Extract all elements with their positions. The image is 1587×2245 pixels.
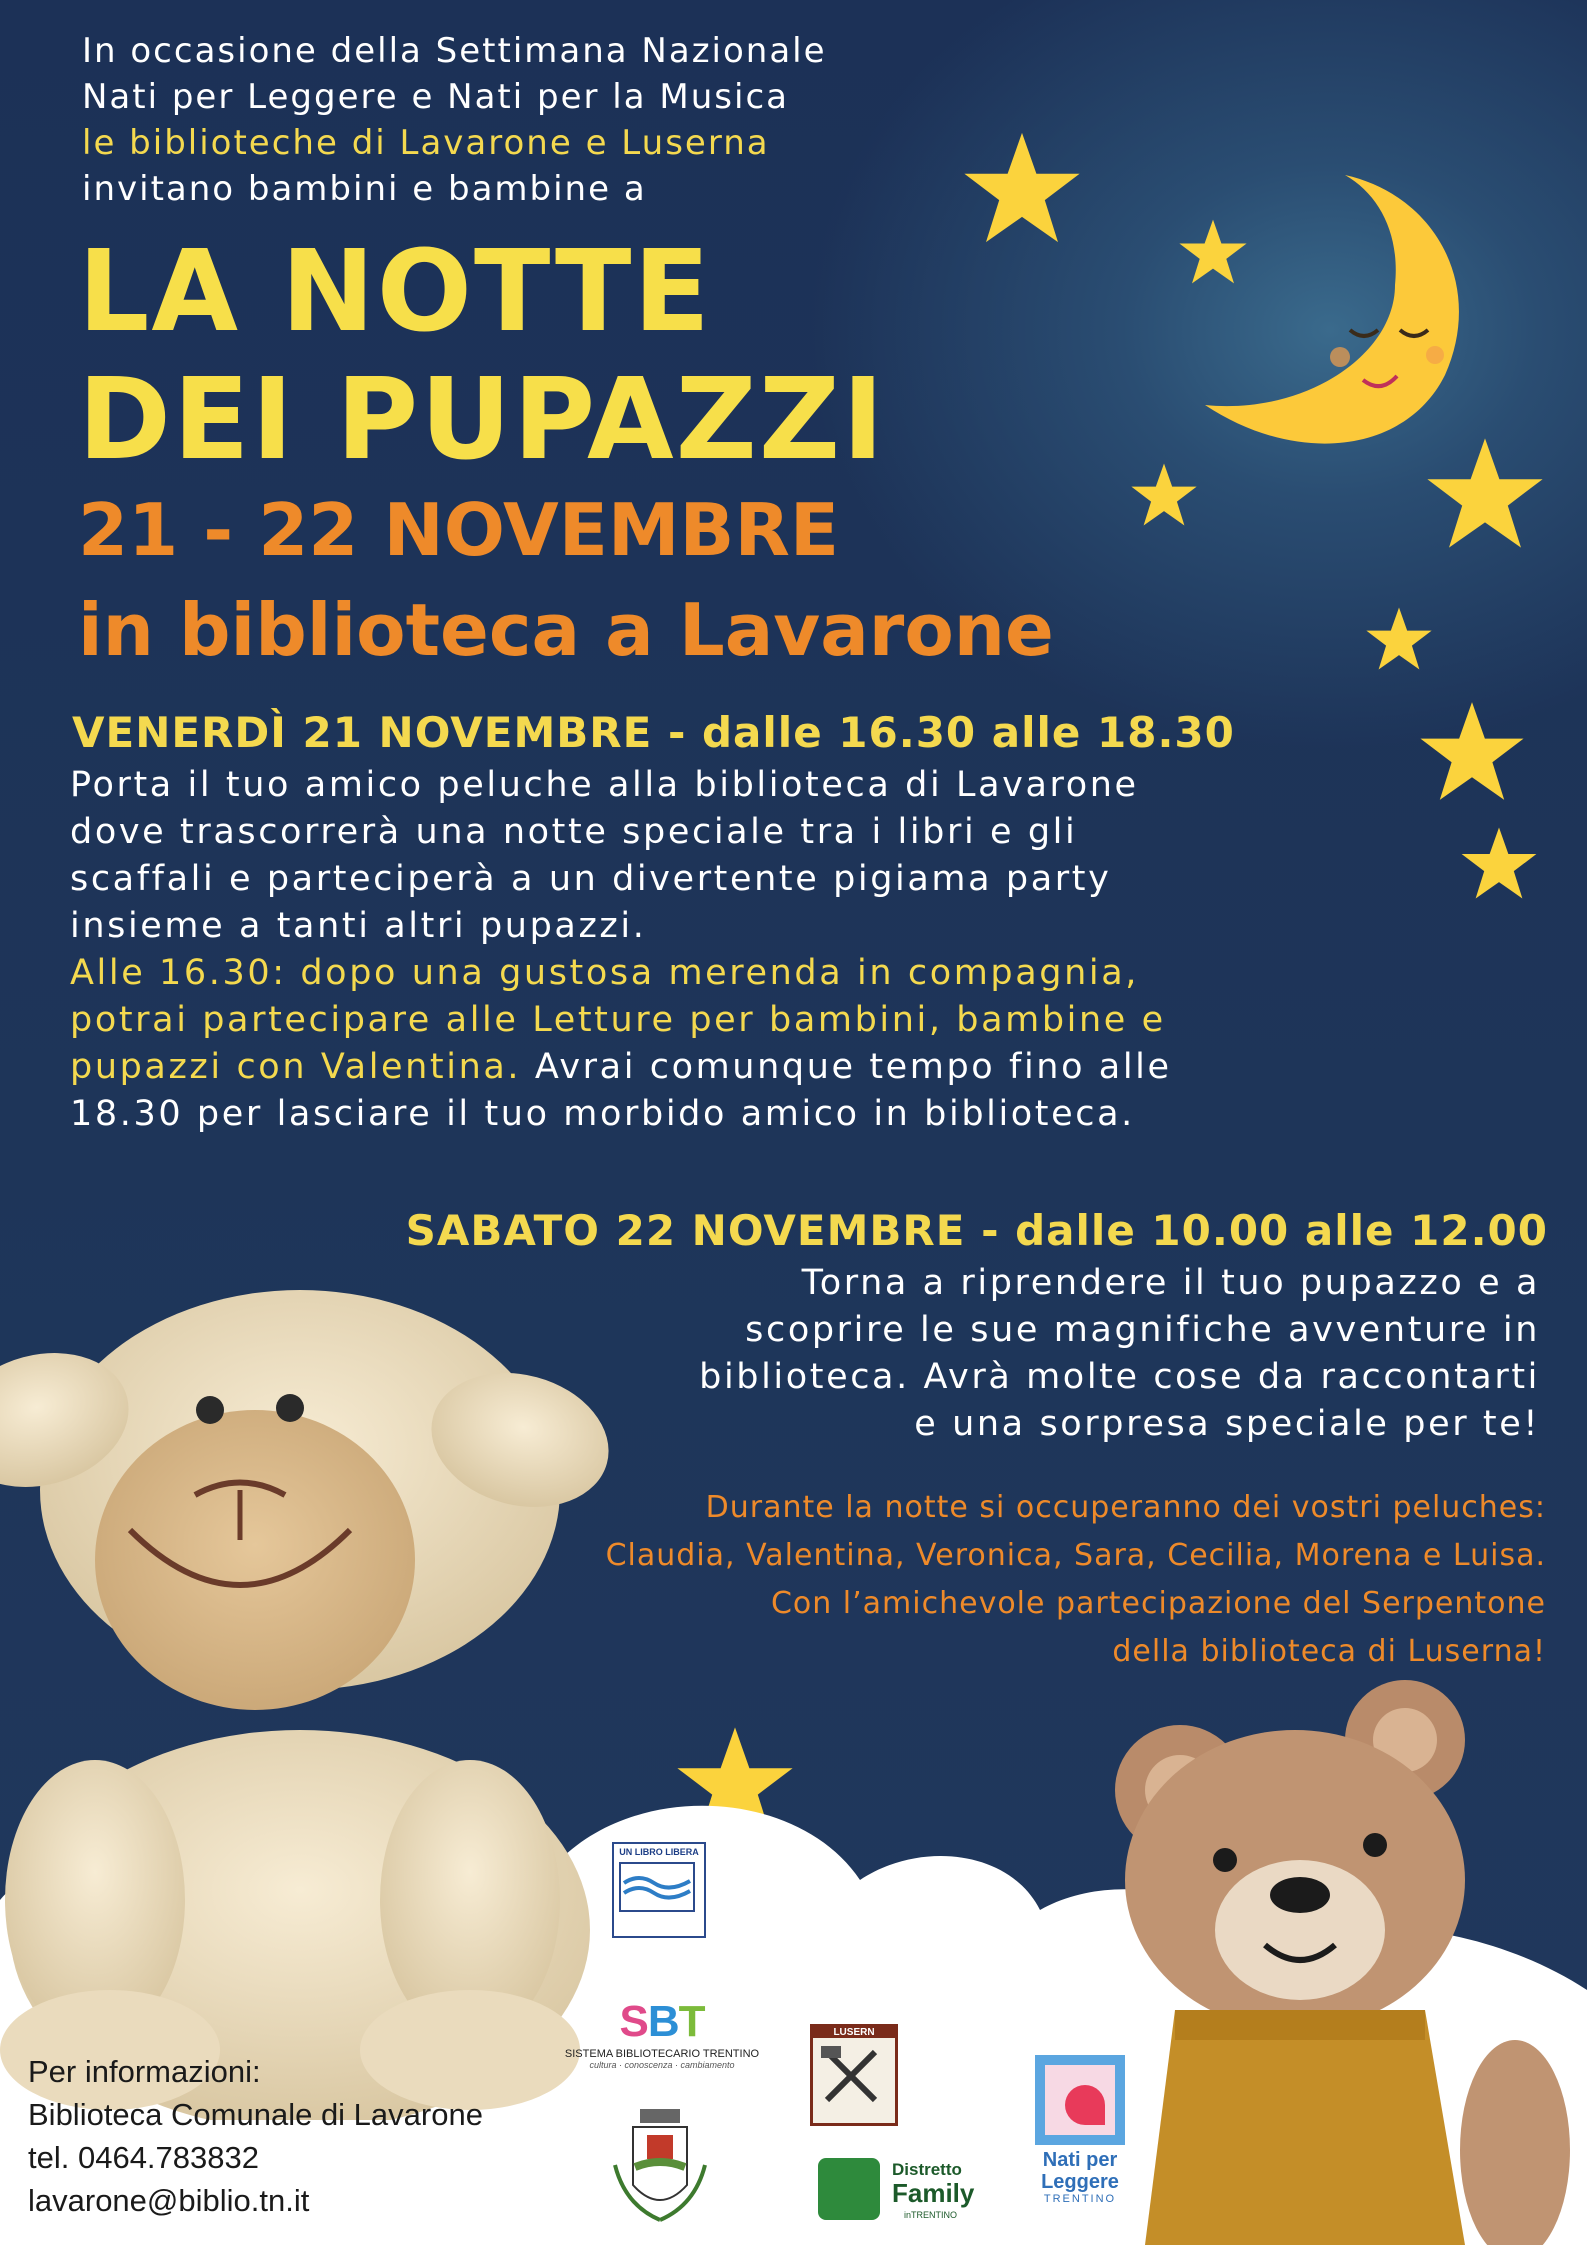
event-place: in biblioteca a Lavarone — [78, 588, 1054, 672]
intro-text — [82, 28, 827, 212]
distretto-family-logo — [818, 2158, 988, 2228]
saturday-line: e una sorpresa speciale per te! — [914, 1404, 1540, 1444]
friday-heading: VENERDÌ 21 NOVEMBRE - dalle 16.30 alle 18.30 — [72, 708, 1235, 757]
title-line: DEI PUPAZZI — [78, 355, 886, 485]
family-line2: Family — [892, 2178, 975, 2208]
luserna-label: LUSERN — [813, 2027, 895, 2038]
staff-line: Durante la notte si occuperanno dei vostri peluches: — [705, 1490, 1546, 1525]
intro-line: invitano bambini e bambine a — [82, 169, 647, 209]
friday-line: insieme a tanti altri pupazzi. — [70, 906, 647, 946]
saturday-description — [530, 1260, 1540, 1448]
nati-per-leggere-logo — [1030, 2055, 1130, 2205]
family-line3: inTRENTINO — [904, 2210, 958, 2220]
star-icon — [1460, 826, 1538, 900]
sheep-plush-image — [0, 1290, 640, 2120]
saturday-line: Torna a riprendere il tuo pupazzo e a — [801, 1263, 1540, 1303]
staff-line: Claudia, Valentina, Veronica, Sara, Cecilia, Morena e Luisa. — [605, 1538, 1546, 1573]
luserna-crest-logo — [810, 2024, 898, 2126]
star-icon — [1365, 606, 1433, 671]
event-title — [78, 228, 886, 484]
npl-line2: Leggere — [1041, 2171, 1119, 2193]
lavarone-crest-logo — [605, 2105, 715, 2235]
intro-line: In occasione della Settimana Nazionale — [82, 31, 827, 71]
star-icon — [1130, 462, 1198, 527]
info-email[interactable]: lavarone@biblio.tn.it — [28, 2183, 310, 2218]
friday-line: Porta il tuo amico peluche alla biblioteca di Lavarone — [70, 765, 1139, 805]
friday-line: Avrai comunque tempo fino alle — [521, 1047, 1172, 1087]
star-icon — [1425, 436, 1545, 550]
friday-highlight: Alle 16.30: dopo una gustosa merenda in compagnia, — [70, 953, 1139, 993]
un-libro-libera-logo — [612, 1842, 706, 1938]
sbt-name: SISTEMA BIBLIOTECARIO TRENTINO — [564, 2048, 760, 2060]
intro-line-highlight: le biblioteche di Lavarone e Luserna — [82, 123, 770, 163]
friday-description — [70, 762, 1370, 1138]
staff-line: Con l’amichevole partecipazione del Serpentone — [770, 1586, 1546, 1621]
event-dates: 21 - 22 NOVEMBRE — [78, 488, 840, 572]
friday-highlight: potrai partecipare alle Letture per bambini, bambine e — [70, 1000, 1166, 1040]
friday-line: dove trascorrerà una notte speciale tra i libri e gli — [70, 812, 1078, 852]
saturday-line: biblioteca. Avrà molte cose da raccontarti — [699, 1357, 1540, 1397]
moon-icon — [1195, 165, 1485, 465]
title-line: LA NOTTE — [78, 227, 712, 357]
info-phone: tel. 0464.783832 — [28, 2140, 259, 2175]
npl-line1: Nati per — [1042, 2149, 1118, 2171]
intro-line: Nati per Leggere e Nati per la Musica — [82, 77, 789, 117]
contact-info — [28, 2050, 483, 2222]
logo-label: UN LIBRO LIBERA — [619, 1847, 699, 1857]
star-icon — [962, 130, 1082, 245]
friday-highlight: pupazzi con Valentina. — [70, 1047, 522, 1087]
bear-plush-image — [1085, 1680, 1585, 2245]
npl-icon — [1035, 2055, 1125, 2145]
sbt-tagline: cultura · conoscenza · cambiamento — [589, 2060, 735, 2070]
family-line1: Distretto — [892, 2160, 962, 2179]
family-icon — [818, 2158, 880, 2220]
info-name: Biblioteca Comunale di Lavarone — [28, 2097, 483, 2132]
npl-line3: TRENTINO — [1043, 2193, 1117, 2205]
saturday-line: scoprire le sue magnifiche avventure in — [745, 1310, 1540, 1350]
info-label: Per informazioni: — [28, 2054, 261, 2089]
book-wave-icon — [614, 1857, 700, 1917]
sbt-logo: SBT SISTEMA BIBLIOTECARIO TRENTINO cultura · conoscenza · cambiamento — [552, 2000, 772, 2070]
saturday-heading: SABATO 22 NOVEMBRE - dalle 10.00 alle 12.00 — [405, 1206, 1548, 1255]
friday-line: 18.30 per lasciare il tuo morbido amico in biblioteca. — [70, 1094, 1135, 1134]
star-icon — [1418, 700, 1526, 802]
staff-line: della biblioteca di Luserna! — [1112, 1634, 1546, 1669]
friday-line: scaffali e parteciperà a un divertente pigiama party — [70, 859, 1112, 899]
hammer-pick-icon — [813, 2038, 889, 2114]
star-icon — [1178, 218, 1248, 285]
